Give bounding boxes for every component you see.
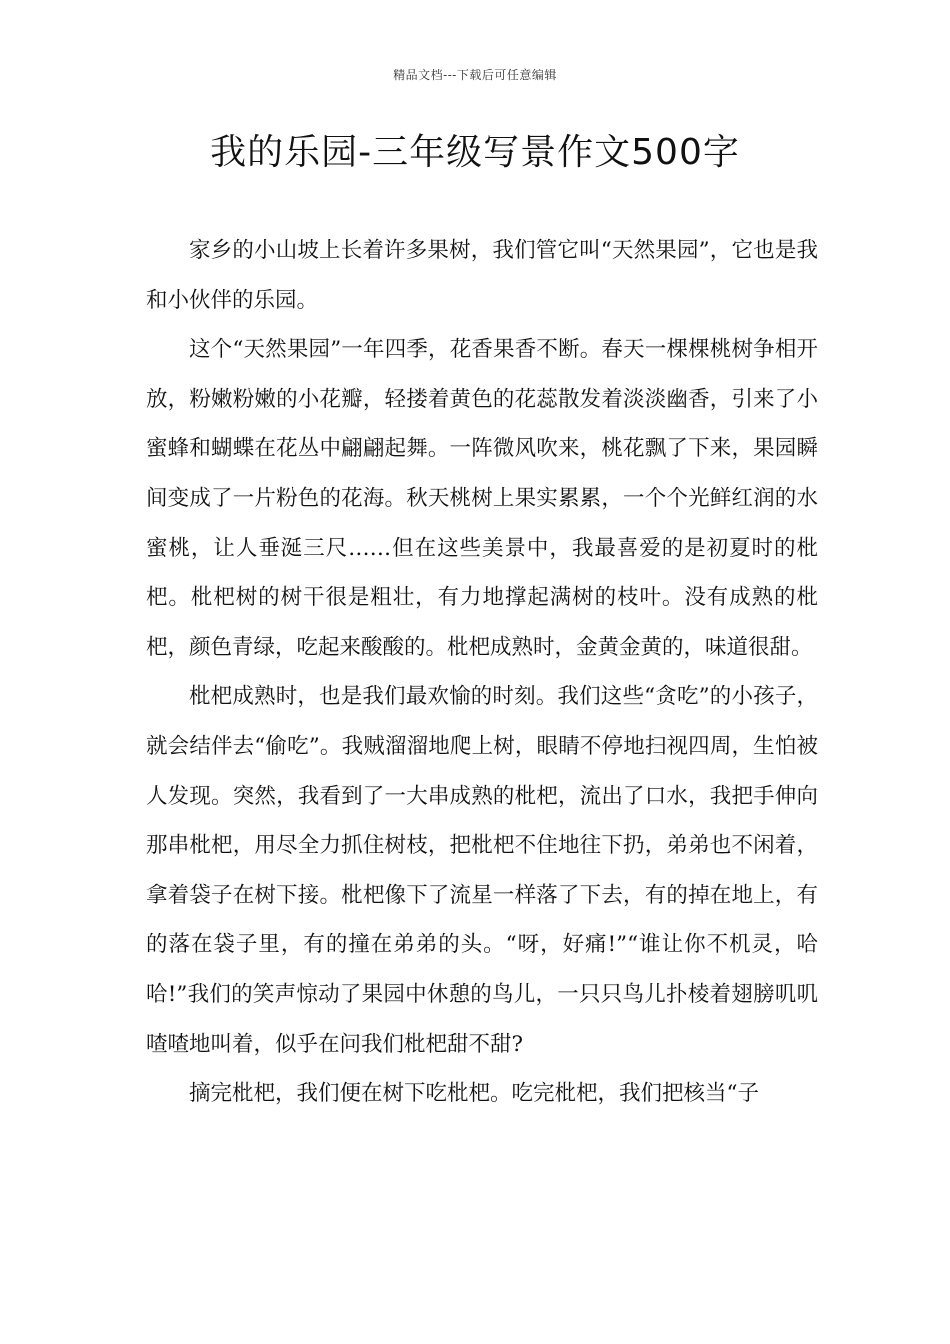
paragraph: 家乡的小山坡上长着许多果树，我们管它叫“天然果园”，它也是我和小伙伴的乐园。 <box>146 238 818 313</box>
paragraph: 这个“天然果园”一年四季，花香果香不断。春天一棵棵桃树争相开放，粉嫩粉嫩的小花瓣，轻搂着黄色的花蕊散发着淡淡幽香，引来了小蜜蜂和蝴蝶在花丛中翩翩起舞。一阵微风吹来，桃花飘了下来，果园瞬间变成了一片粉色的花海。秋天桃树上果实累累，一个个光鲜红润的水蜜桃，让人垂涎三尺……但在这些美景中，我最喜爱的是初夏时的枇杷。枇杷树的树干很是粗壮，有力地撑起满树的枝叶。没有成熟的枇杷，颜色青绿，吃起来酸酸的。枇杷成熟时，金黄金黄的，味道很甜。 <box>146 337 818 660</box>
paragraph: 摘完枇杷，我们便在树下吃枇杷。吃完枇杷，我们把核当“子 <box>189 1081 759 1107</box>
header-note: 精品文档---下载后可任意编辑 <box>393 68 557 82</box>
article-body <box>146 226 818 1119</box>
paragraph: 枇杷成熟时，也是我们最欢愉的时刻。我们这些“贪吃”的小孩子，就会结伴去“偷吃”。我贼溜溜地爬上树，眼睛不停地扫视四周，生怕被人发现。突然，我看到了一大串成熟的枇杷，流出了口水，我把手伸向那串枇杷，用尽全力抓住树枝，把枇杷不住地往下扔，弟弟也不闲着，拿着袋子在树下接。枇杷像下了流星一样落了下去，有的掉在地上，有的落在袋子里，有的撞在弟弟的头。“呀，好痛!”“谁让你不机灵，哈哈!”我们的笑声惊动了果园中休憩的鸟儿，一只只鸟儿扑棱着翅膀叽叽喳喳地叫着，似乎在问我们枇杷甜不甜? <box>146 684 818 1057</box>
page-title: 我的乐园-三年级写景作文500字 <box>210 132 740 173</box>
